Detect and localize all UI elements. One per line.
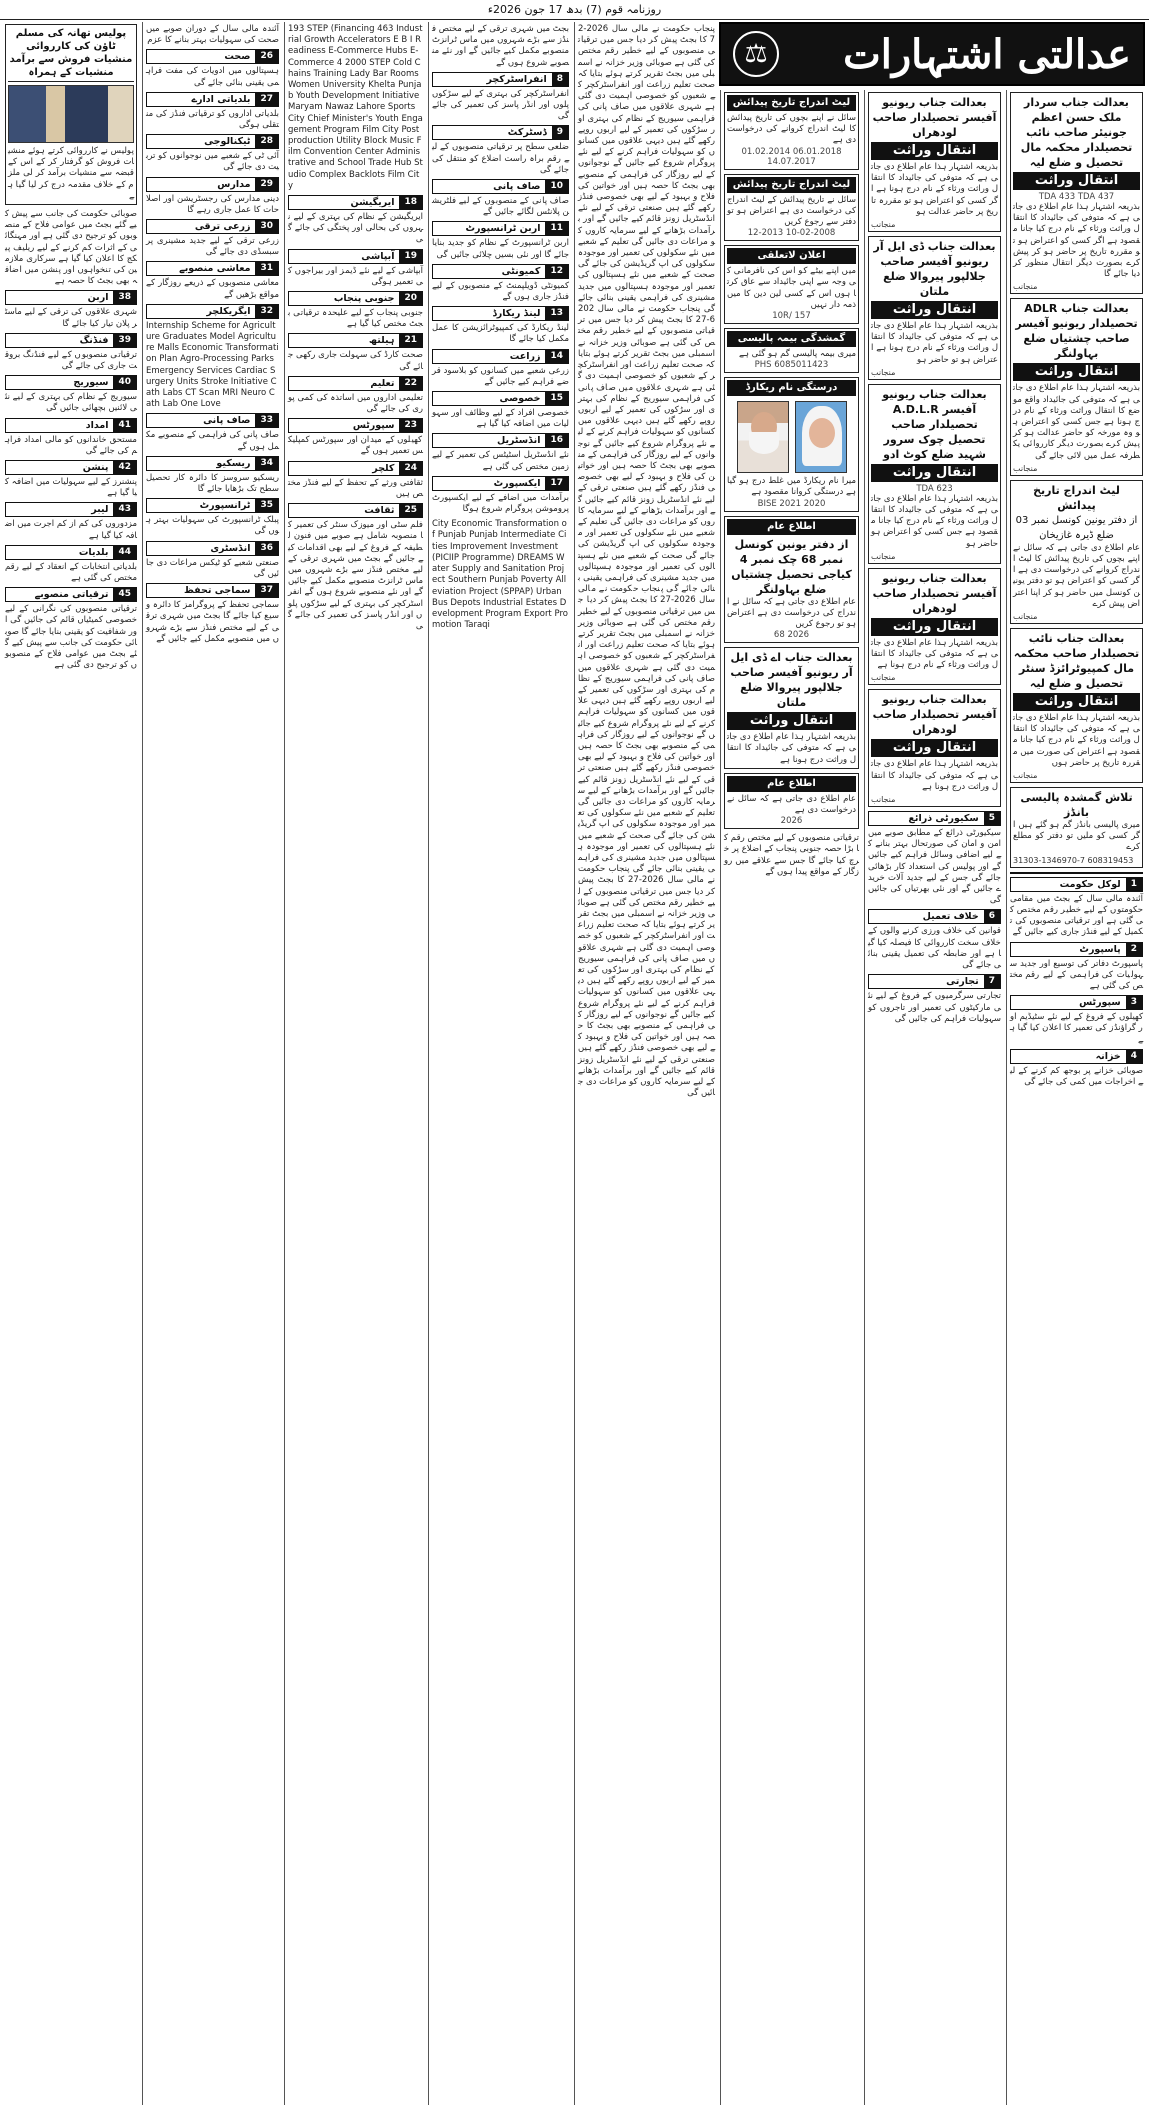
col-news-2: 193 STEP (Financing 463 Industrial Growth Accelerators E B I Readiness E-Commerce Hubs E-Commerce 4 2000 STEP Cold Chains Training Lady Bar Rooms Women University Khelta Punjab Youth Development Initiative Maryam Nawaz Lahore Sports City Chief Minister's Youth Engagement Program Film City Postproduction Utility Block Music Film Convention Center Administrative and School Trade Hub Studio Complex Backlots Film City 18 ایریگیشن ایریگیشن کے نظام کی بہتری کے لیے نہروں کی بحالی اور پختگی کی جائے گی 19 آبپاشی آبپاشی کے لیے نئے ڈیمز اور بیراجوں کی تعمیر ہوگی 20 جنوبی پنجاب جنوبی پنجاب کے لیے علیحدہ ترقیاتی بجٹ مختص کیا گیا ہے 21 ہیلتھ صحت کارڈ کی سہولت جاری رکھی جائے گی 22 تعلیم تعلیمی اداروں میں اساتذہ کی کمی پوری کی جائے گی 23 سپورٹس کھیلوں کے میدان اور سپورٹس کمپلیکس تعمیر ہوں گے 24 کلچر ثقافتی ورثے کے تحفظ کے لیے فنڈز مختص ہیں 25 ثقافت فلم سٹی اور میوزک سنٹر کی تعمیر کا منصوبہ شامل ہے صوبے میں فنون لطیفہ کے فروغ کے لیے بھی اقدامات کیے جائیں گے بجٹ میں شہری ترقی کے لیے مختص فنڈز سے بڑے شہروں میں ماس ٹرانزٹ منصوبے مکمل کیے جائیں گے اور نئے منصوبے شروع ہوں گے انفراسٹرکچر کی بہتری کے لیے سڑکوں پلوں اور انڈر پاسز کی تعمیر کی جائے گی <box>284 22 426 2105</box>
segment-head: 18 ایریگیشن <box>288 195 423 210</box>
portrait-woman-photo <box>795 401 847 473</box>
ad-birth-2: لیٹ اندراج تاریخ پیدائش سائل نے تاریخ پیدائش کے لیٹ اندراج کی درخواست دی ہے اعتراض ہو تو دفتر سے رجوع کریں 10-02-2008 12-2013 <box>724 174 859 242</box>
notice-1: بعدالت جناب سردار ملک حسن اعظم جونیئر صاحب نائب تحصیلدار محکمہ مال تحصیل و ضلع لیہ انتقال وراثت TDA 433 TDA 437 بذریعہ اشتہار ہذا عام اطلاع دی جاتی ہے کہ متوفی کی جائیداد کا انتقال وراثت ورثاء کے نام درج کیا جانا مقصود ہے اگر کسی کو اعتراض ہو تو مقررہ تاریخ پر حاضر ہو کر پیش کرے بصورت دیگر انتقال منظور کر دیا جائے گا منجانب <box>1010 92 1143 294</box>
segment-head: 30 زرعی ترقی <box>146 219 279 234</box>
segment-head: 35 ٹرانسپورٹ <box>146 498 279 513</box>
segment-head: 32 ایگریکلچر <box>146 304 279 319</box>
col-news-1: آئندہ مالی سال کے دوران صوبے میں صحت کی سہولیات بہتر بنانے کا عزم 26 صحت ہسپتالوں میں ادویات کی مفت فراہمی یقینی بنائی جائے گی 27 بلدیاتی ادارے بلدیاتی اداروں کو ترقیاتی فنڈز کی منتقلی ہوگی 28 ٹیکنالوجی آئی ٹی کے شعبے میں نوجوانوں کو تربیت دی جائے گی 29 مدارس دینی مدارس کی رجسٹریشن اور اصلاحات کا عمل جاری رہے گا 30 زرعی ترقی زرعی ترقی کے لیے جدید مشینری پر سبسڈی دی جائے گی 31 معاشی منصوبے معاشی منصوبوں کے ذریعے روزگار کے مواقع بڑھیں گے 32 ایگریکلچر Internship Scheme for Agriculture Graduates Model Agriculture Malls Economic Transformation Plan Agro-Processing Parks Emergency Services Cardiac Surgery Units Stroke Initiative Cath Labs CT Scan MRI Neuro Cath Lab One Love 33 صاف پانی صاف پانی کی فراہمی کے منصوبے مکمل ہوں گے 34 ریسکیو ریسکیو سروسز کا دائرہ کار تحصیل سطح تک بڑھایا جائے گا 35 ٹرانسپورٹ پبلک ٹرانسپورٹ کی سہولیات بہتر ہوں گی 36 انڈسٹری صنعتی شعبے کو ٹیکس مراعات دی جائیں گی 37 سماجی تحفظ سماجی تحفظ کے پروگرامز کا دائرہ وسیع کیا جائے گا بجٹ میں شہری ترقی کے لیے مختص فنڈز سے بڑے شہروں میں منصوبے مکمل کیے جائیں گے <box>142 22 282 2105</box>
segment-head: 11 اربن ٹرانسپورٹ <box>432 221 569 236</box>
segment-head: 4 خزانہ <box>1010 1049 1143 1064</box>
scales-icon: ⚖ <box>733 31 779 77</box>
segment-head: 33 صاف پانی <box>146 413 279 428</box>
segment-head: 28 ٹیکنالوجی <box>146 134 279 149</box>
segment-head: 45 ترقیاتی منصوبے <box>5 587 137 602</box>
segment-head: 20 جنوبی پنجاب <box>288 291 423 306</box>
segment-head: 13 لینڈ ریکارڈ <box>432 306 569 321</box>
segment-head: 14 زراعت <box>432 349 569 364</box>
segment-head: 6 خلاف تعمیل <box>868 909 1001 924</box>
notice-6: لیٹ اندراج تاریخ پیدائش از دفتر یونین کونسل نمبر 03 ضلع ڈیرہ غازیخان عام اطلاع دی جاتی ہے کہ سائل نے اپنے بچوں کی تاریخ پیدائش کا لیٹ اندراج کروانے کی درخواست دی ہے اگر کسی کو اعتراض ہو تو دفتر یونین کونسل میں حاضر ہو کر اپنا اعتراض پیش کرے منجانب <box>1010 480 1143 624</box>
masthead-title: عدالتی اشتہارات <box>843 30 1131 78</box>
col-right-notices: بعدالت جناب سردار ملک حسن اعظم جونیئر صاحب نائب تحصیلدار محکمہ مال تحصیل و ضلع لیہ انتقال وراثت TDA 433 TDA 437 بذریعہ اشتہار ہذا عام اطلاع دی جاتی ہے کہ متوفی کی جائیداد کا انتقال وراثت ورثاء کے نام درج کیا جانا مقصود ہے اگر کسی کو اعتراض ہو تو مقررہ تاریخ پر حاضر ہو کر پیش کرے بصورت دیگر انتقال منظور کر دیا جائے گا منجانب بعدالت جناب ADLR تحصیلدار ریونیو آفیسر صاحب چشتیاں ضلع بہاولنگر انتقال وراثت بذریعہ اشتہار ہذا عام اطلاع دی جاتی ہے کہ متوفی کی جائیداد واقع موضع کا انتقال وراثت ورثاء کے نام درج ہونا ہے جس کسی کو اعتراض ہو وہ مورخہ کو حاضر عدالت ہو کر پیش کرے بصورت دیگر کارروائی یکطرفہ عمل میں لائی جائے گی منجانب لیٹ اندراج تاریخ پیدائش از دفتر یونین کونسل نمبر 03 ضلع ڈیرہ غازیخان عام اطلاع دی جاتی ہے کہ سائل نے اپنے بچوں کی تاریخ پیدائش کا لیٹ اندراج کروانے کی درخواست دی ہے اگر کسی کو اعتراض ہو تو دفتر یونین کونسل میں حاضر ہو کر اپنا اعتراض پیش کرے منجانب بعدالت جناب نائب تحصیلدار صاحب محکمہ مال کمپیوٹرائزڈ سنٹر تحصیل و ضلع لیہ انتقال وراثت بذریعہ اشتہار ہذا عام اطلاع دی جاتی ہے کہ متوفی کی جائیداد کا انتقال وراثت ورثاء کے نام درج کیا جانا مقصود ہے اعتراض کی صورت میں مقررہ تاریخ پر حاضر ہوں منجانب تلاش گمشدہ پالیسی بانڈز میری پالیسی بانڈز گم ہو گئے ہیں اگر کسی کو ملیں تو دفتر کو مطلع کرے 608319453 31303-1346970-7 1 لوکل حکومت آئندہ مالی سال کے بجٹ میں مقامی حکومتوں کے لیے خطیر رقم مختص کی گئی ہے اور ترقیاتی منصوبوں کی تکمیل کے لیے فنڈز جاری کیے جائیں گے 2 پاسپورٹ پاسپورٹ دفاتر کی توسیع اور جدید سہولیات کی فراہمی کے لیے رقم مختص کی گئی ہے 3 سپورٹس کھیلوں کے فروغ کے لیے نئے سٹیڈیم اور گراؤنڈز کی تعمیر کا اعلان کیا گیا ہے 4 خزانہ صوبائی خزانے پر بوجھ کم کرنے کے لیے اخراجات میں کمی کی جائے گی <box>1006 90 1146 2105</box>
ad-name-correction: درستگی نام ریکارڈ میرا نام ریکارڈ میں غلط درج ہو گیا ہے درستگی کروانا مقصود ہے BISE 2021 2020 <box>724 377 859 511</box>
notice-3: بعدالت جناب ADLR تحصیلدار ریونیو آفیسر صاحب چشتیاں ضلع بہاولنگر انتقال وراثت بذریعہ اشتہار ہذا عام اطلاع دی جاتی ہے کہ متوفی کی جائیداد واقع موضع کا انتقال وراثت ورثاء کے نام درج ہونا ہے جس کسی کو اعتراض ہو وہ مورخہ کو حاضر عدالت ہو کر پیش کرے بصورت دیگر کارروائی یکطرفہ عمل میں لائی جائے گی منجانب <box>1010 298 1143 475</box>
segment-head: 17 ایکسپورٹ <box>432 476 569 491</box>
news-photo-box: پولیس تھانہ کی مسلم ٹاؤن کی کارروائی منشیات فروش سے برآمد منشیات کے ہمراہ پولیس نے کارروائی کرتے ہوئے منشیات فروش کو گرفتار کر کے اس کے قبضہ سے منشیات برآمد کر لی ملزم کے خلاف مقدمہ درج کر لیا گیا ہے <box>5 24 137 205</box>
notice-4: بعدالت جناب ڈی ایل آر ریونیو آفیسر صاحب جلالپور پیروالا ضلع ملتان انتقال وراثت بذریعہ اشتہار ہذا عام اطلاع دی جاتی ہے کہ متوفی کی جائیداد کا انتقال وراثت ورثاء کے نام درج ہونا ہے اعتراض ہو تو حاضر ہو منجانب <box>868 236 1001 380</box>
ad-public-notice: اطلاع عام از دفتر یونین کونسل نمبر 68 چک نمبر 4 کیاجی تحصیل چشتیاں ضلع بہاولنگر عام اطلاع دی جاتی ہے کہ سائل نے اندراج کی درخواست دی ہے اعتراض ہو تو رجوع کریں 2026 68 <box>724 516 859 644</box>
segment-head: 12 کمیونٹی <box>432 264 569 279</box>
ad-adlr: بعدالت جناب اے ڈی ایل آر ریونیو آفیسر صاحب جلالپور پیروالا ضلع ملتان انتقال وراثت بذریعہ اشتہار ہذا عام اطلاع دی جاتی ہے کہ متوفی کی جائیداد کا انتقال وراثت درج ہونا ہے <box>724 647 859 769</box>
segment-head: 15 خصوصی <box>432 391 569 406</box>
segment-head: 7 تجارتی <box>868 974 1001 989</box>
english-terms-col1: Internship Scheme for Agriculture Graduates Model Agriculture Malls Economic Transformation Plan Agro-Processing Parks Emergency Services Cardiac Surgery Units Stroke Initiative Cath Labs CT Scan MRI Neuro Cath Lab One Love <box>146 320 279 410</box>
segment-head: 19 آبپاشی <box>288 249 423 264</box>
segment-head: 2 پاسپورٹ <box>1010 942 1143 957</box>
segment-head: 24 کلچر <box>288 461 423 476</box>
segment-head: 39 فنڈنگ <box>5 333 137 348</box>
segment-head: 42 پنشن <box>5 460 137 475</box>
police-press-photo <box>8 85 134 143</box>
segment-head: 40 سیوریج <box>5 375 137 390</box>
segment-head: 26 صحت <box>146 49 279 64</box>
english-terms-col2: 193 STEP (Financing 463 Industrial Growth Accelerators E B I Readiness E-Commerce Hubs E-Commerce 4 2000 STEP Cold Chains Training Lady Bar Rooms Women University Khelta Punjab Youth Development Initiative Maryam Nawaz Lahore Sports City Chief Minister's Youth Engagement Program Film City Postproduction Utility Block Music Film Convention Center Administrative and School Trade Hub Studio Complex Backlots Film City <box>288 24 423 191</box>
divider <box>1010 872 1143 874</box>
news-caption: پولیس تھانہ کی مسلم ٹاؤن کی کارروائی منشیات فروش سے برآمد منشیات کے ہمراہ <box>8 27 134 82</box>
ad-policy: گمشدگی بیمہ پالیسی میری بیمہ پالیسی گم ہو گئی ہے 6085011423 PHS <box>724 328 859 373</box>
col-news-4: پنجاب حکومت نے مالی سال 2026-27 کا بجٹ پیش کر دیا جس میں ترقیاتی منصوبوں کے لیے خطیر رقم مختص کی گئی ہے صوبائی وزیر خزانہ نے اسمبلی میں بجٹ تقریر کرتے ہوئے بتایا کہ صحت تعلیم زراعت اور انفراسٹرکچر کے شعبوں کو خصوصی اہمیت دی گئی ہے شہری علاقوں میں صاف پانی کی فراہمی سیوریج کے نظام کی بہتری اور سڑکوں کی تعمیر کے لیے اربوں روپے رکھے گئے ہیں دیہی علاقوں میں کسانوں کو سہولیات فراہم کرنے کے لیے نئے پروگرام شروع کیے جائیں گے نوجوانوں کے لیے روزگار کی فراہمی کے منصوبے بھی بجٹ کا حصہ ہیں اور خواتین کی فلاح و بہبود کے لیے بھی خصوصی فنڈز رکھے گئے ہیں صنعتی ترقی کے لیے نئے انڈسٹریل زونز قائم کیے جائیں گے اور برآمدات بڑھانے کے لیے سرمایہ کاروں کو مراعات دی جائیں گی تعلیم کے شعبے میں نئے سکولوں کی تعمیر اور موجودہ سکولوں کی اپ گریڈیشن کی جائے گی صحت کے شعبے میں نئے ہسپتالوں کی تعمیر اور موجودہ ہسپتالوں میں جدید مشینری کی فراہمی یقینی بنائی جائے گی پنجاب حکومت نے مالی سال 2026-27 کا بجٹ پیش کر دیا جس میں ترقیاتی منصوبوں کے لیے خطیر رقم مختص کی گئی ہے صوبائی وزیر خزانہ نے اسمبلی میں بجٹ تقریر کرتے ہوئے بتایا کہ صحت تعلیم زراعت اور انفراسٹرکچر کے شعبوں کو خصوصی اہمیت دی گئی ہے شہری علاقوں میں صاف پانی کی فراہمی سیوریج کے نظام کی بہتری اور سڑکوں کی تعمیر کے لیے اربوں روپے رکھے گئے ہیں دیہی علاقوں میں کسانوں کو سہولیات فراہم کرنے کے لیے نئے پروگرام شروع کیے جائیں گے نوجوانوں کے لیے روزگار کی فراہمی کے منصوبے بھی بجٹ کا حصہ ہیں اور خواتین کی فلاح و بہبود کے لیے بھی خصوصی فنڈز رکھے گئے ہیں صنعتی ترقی کے لیے نئے انڈسٹریل زونز قائم کیے جائیں گے اور برآمدات بڑھانے کے لیے سرمایہ کاروں کو مراعات دی جائیں گی تعلیم کے شعبے میں نئے سکولوں کی تعمیر اور موجودہ سکولوں کی اپ گریڈیشن کی جائے گی صحت کے شعبے میں نئے ہسپتالوں کی تعمیر اور موجودہ ہسپتالوں میں جدید مشینری کی فراہمی یقینی بنائی جائے گی پنجاب حکومت نے مالی سال 2026-27 کا بجٹ پیش کر دیا جس میں ترقیاتی منصوبوں کے لیے خطیر رقم مختص کی گئی ہے صوبائی وزیر خزانہ نے اسمبلی میں بجٹ تقریر کرتے ہوئے بتایا کہ صحت تعلیم زراعت اور انفراسٹرکچر کے شعبوں کو خصوصی اہمیت دی گئی ہے شہری علاقوں میں صاف پانی کی فراہمی سیوریج کے نظام کی بہتری اور سڑکوں کی تعمیر کے لیے اربوں روپے رکھے گئے ہیں دیہی علاقوں میں کسانوں کو سہولیات فراہم کرنے کے لیے نئے پروگرام شروع کیے جائیں گے نوجوانوں کے لیے روزگار کی فراہمی کے منصوبے بھی بجٹ کا حصہ ہیں اور خواتین کی فلاح و بہبود کے لیے بھی خصوصی فنڈز رکھے گئے ہیں صنعتی ترقی کے لیے نئے انڈسٹریل زونز قائم کیے جائیں گے اور برآمدات بڑھانے کے لیے سرمایہ کاروں کو مراعات دی جائیں گی تعلیم کے شعبے میں نئے سکولوں کی تعمیر اور موجودہ سکولوں کی اپ گریڈیشن کی جائے گی صحت کے شعبے میں نئے ہسپتالوں کی تعمیر اور موجودہ ہسپتالوں میں جدید مشینری کی فراہمی یقینی بنائی جائے گی پنجاب حکومت نے مالی سال 2026-27 کا بجٹ پیش کر دیا جس میں ترقیاتی منصوبوں کے لیے خطیر رقم مختص کی گئی ہے صوبائی وزیر خزانہ نے اسمبلی میں بجٹ تقریر کرتے ہوئے بتایا کہ صحت تعلیم زراعت اور انفراسٹرکچر کے شعبوں کو خصوصی اہمیت دی گئی ہے شہری علاقوں میں صاف پانی کی فراہمی سیوریج کے نظام کی بہتری اور سڑکوں کی تعمیر کے لیے اربوں روپے رکھے گئے ہیں دیہی علاقوں میں کسانوں کو سہولیات فراہم کرنے کے لیے نئے پروگرام شروع کیے جائیں گے نوجوانوں کے لیے روزگار کی فراہمی کے منصوبے بھی بجٹ کا حصہ ہیں اور خواتین کی فلاح و بہبود کے لیے بھی خصوصی فنڈز رکھے گئے ہیں صنعتی ترقی کے لیے نئے انڈسٹریل زونز قائم کیے جائیں گے اور برآمدات بڑھانے کے لیے سرمایہ کاروں کو مراعات دی جائیں گی <box>574 22 718 2105</box>
segment-head: 8 انفراسٹرکچر <box>432 72 569 87</box>
segment-head: 34 ریسکیو <box>146 456 279 471</box>
segment-head: 25 ثقافت <box>288 503 423 518</box>
segment-head: 10 صاف پانی <box>432 179 569 194</box>
segment-head: 1 لوکل حکومت <box>1010 877 1143 892</box>
col-news-0: پولیس تھانہ کی مسلم ٹاؤن کی کارروائی منشیات فروش سے برآمد منشیات کے ہمراہ پولیس نے کارروائی کرتے ہوئے منشیات فروش کو گرفتار کر کے اس کے قبضہ سے منشیات برآمد کر لی ملزم کے خلاف مقدمہ درج کر لیا گیا ہے صوبائی حکومت کی جانب سے پیش کیے گئے بجٹ میں عوامی فلاح کے منصوبوں کو ترجیح دی گئی ہے اور مہنگائی کے اثرات کم کرنے کے لیے ریلیف پیکج کا اعلان کیا گیا ہے سرکاری ملازمین کی تنخواہوں اور پنشن میں اضافہ بھی بجٹ کا حصہ ہے 38 اربن شہری علاقوں کی ترقی کے لیے ماسٹر پلان تیار کیا جائے گا 39 فنڈنگ ترقیاتی منصوبوں کے لیے فنڈنگ بروقت جاری کی جائے گی 40 سیوریج سیوریج کے نظام کی بہتری کے لیے نئی لائنیں بچھائی جائیں گی 41 امداد مستحق خاندانوں کو مالی امداد فراہم کی جائے گی 42 پنشن پنشنرز کے لیے سہولیات میں اضافہ کیا گیا ہے 43 لیبر مزدوروں کی کم از کم اجرت میں اضافہ کیا گیا ہے 44 بلدیات بلدیاتی انتخابات کے انعقاد کے لیے رقم مختص کی گئی ہے 45 ترقیاتی منصوبے ترقیاتی منصوبوں کی نگرانی کے لیے خصوصی کمیٹیاں قائم کی جائیں گی اور شفافیت کو یقینی بنایا جائے گا صوبائی حکومت کی جانب سے پیش کیے گئے بجٹ میں عوامی فلاح کے منصوبوں کو ترجیح دی گئی ہے <box>2 22 140 2105</box>
segment-head: 37 سماجی تحفظ <box>146 583 279 598</box>
notice-2: بعدالت جناب ریونیو آفیسر تحصیلدار صاحب لودھراں انتقال وراثت بذریعہ اشتہار ہذا عام اطلاع دی جاتی ہے کہ متوفی کی جائیداد کا انتقال وراثت ورثاء کے نام درج ہونا ہے اگر کسی کو اعتراض ہو تو مقررہ تاریخ پر حاضر عدالت ہو منجانب <box>868 92 1001 232</box>
ad-public-notice-2: اطلاع عام عام اطلاع دی جاتی ہے کہ سائل نے درخواست دی ہے 2026 <box>724 773 859 829</box>
segment-head: 22 تعلیم <box>288 376 423 391</box>
segment-head: 31 معاشی منصوبے <box>146 261 279 276</box>
portrait-man-photo <box>737 401 789 473</box>
segment-head: 43 لیبر <box>5 502 137 517</box>
masthead <box>719 22 1145 86</box>
notice-5: بعدالت جناب ریونیو آفیسر A.D.L.R تحصیلدار صاحب تحصیل چوک سرور شہید ضلع کوٹ ادو انتقال وراثت TDA 623 بذریعہ اشتہار ہذا عام اطلاع دی جاتی ہے کہ متوفی کی جائیداد کا انتقال وراثت ورثاء کے نام درج کیا جانا مقصود ہے جس کسی کو اعتراض ہو حاضر ہو منجانب <box>868 384 1001 564</box>
col-small-ads: لیٹ اندراج تاریخ پیدائش سائل نے اپنے بچوں کی تاریخ پیدائش کا لیٹ اندراج کروانے کی درخواست دی ہے 06.01.2018 01.02.2014 14.07.2017 لیٹ اندراج تاریخ پیدائش سائل نے تاریخ پیدائش کے لیٹ اندراج کی درخواست دی ہے اعتراض ہو تو دفتر سے رجوع کریں 10-02-2008 12-2013 اعلان لاتعلقی میں اپنے بیٹے کو اس کی نافرمانی کی وجہ سے اپنی جائیداد سے عاق کرتا ہوں اس کے کسی لین دین کا میں ذمہ دار نہیں 10R/ 157 گمشدگی بیمہ پالیسی میری بیمہ پالیسی گم ہو گئی ہے 6085011423 PHS درستگی نام ریکارڈ میرا نام ریکارڈ میں غلط درج ہو گیا ہے درستگی کروانا مقصود ہے BISE 2021 2020 اطلاع عام از دفتر یونین کونسل نمبر 68 چک نمبر 4 کیاجی تحصیل چشتیاں ضلع بہاولنگر عام اطلاع دی جاتی ہے کہ سائل نے اندراج کی درخواست دی ہے اعتراض ہو تو رجوع کریں 2026 68 بعدالت جناب اے ڈی ایل آر ریونیو آفیسر صاحب جلالپور پیروالا ضلع ملتان انتقال وراثت بذریعہ اشتہار ہذا عام اطلاع دی جاتی ہے کہ متوفی کی جائیداد کا انتقال وراثت درج ہونا ہے اطلاع عام عام اطلاع دی جاتی ہے کہ سائل نے درخواست دی ہے 2026 ترقیاتی منصوبوں کے لیے مختص رقم کا بڑا حصہ جنوبی پنجاب کے اضلاع پر خرچ کیا جائے گا جس سے علاقے میں روزگار کے مواقع پیدا ہوں گے <box>720 90 862 2105</box>
notice-8: بعدالت جناب نائب تحصیلدار صاحب محکمہ مال کمپیوٹرائزڈ سنٹر تحصیل و ضلع لیہ انتقال وراثت بذریعہ اشتہار ہذا عام اطلاع دی جاتی ہے کہ متوفی کی جائیداد کا انتقال وراثت ورثاء کے نام درج کیا جانا مقصود ہے اعتراض کی صورت میں مقررہ تاریخ پر حاضر ہوں منجانب <box>1010 628 1143 783</box>
segment-head: 16 انڈسٹریل <box>432 433 569 448</box>
ad-birth-1: لیٹ اندراج تاریخ پیدائش سائل نے اپنے بچوں کی تاریخ پیدائش کا لیٹ اندراج کروانے کی درخواست دی ہے 06.01.2018 01.02.2014 14.07.2017 <box>724 92 859 170</box>
notice-7: بعدالت جناب ریونیو آفیسر تحصیلدار صاحب لودھراں انتقال وراثت بذریعہ اشتہار ہذا عام اطلاع دی جاتی ہے کہ متوفی کی جائیداد کا انتقال وراثت ورثاء کے نام درج ہونا ہے منجانب <box>868 568 1001 686</box>
segment-head: 23 سپورٹس <box>288 418 423 433</box>
segment-head: 27 بلدیاتی ادارے <box>146 92 279 107</box>
segment-head: 21 ہیلتھ <box>288 333 423 348</box>
notice-1-body: بذریعہ اشتہار ہذا عام اطلاع دی جاتی ہے کہ متوفی کی جائیداد کا انتقال وراثت ورثاء کے نام درج کیا جانا مقصود ہے اگر کسی کو اعتراض ہو تو مقررہ تاریخ پر حاضر ہو کر پیش کرے بصورت دیگر انتقال منظور کر دیا جائے گا <box>1013 202 1140 280</box>
segment-head: 9 ڈسٹرکٹ <box>432 125 569 140</box>
segment-head: 44 بلدیات <box>5 545 137 560</box>
segment-head: 36 انڈسٹری <box>146 541 279 556</box>
ad-disown: اعلان لاتعلقی میں اپنے بیٹے کو اس کی نافرمانی کی وجہ سے اپنی جائیداد سے عاق کرتا ہوں اس کے کسی لین دین کا میں ذمہ دار نہیں 10R/ 157 <box>724 245 859 324</box>
segment-head: 41 امداد <box>5 418 137 433</box>
english-terms-col3: City Economic Transformation of Punjab Punjab Intermediate Cities Improvement Investment (PICIIP Programme) DREAMS Water Supply and Sanitation Project Southern Punjab Poverty Alleviation Project (SPPAP) Urban Bus Depots Industrial Estates Development Program Export Promotion Taraqi <box>432 519 568 631</box>
col-news-3: بجٹ میں شہری ترقی کے لیے مختص فنڈز سے بڑے شہروں میں ماس ٹرانزٹ منصوبے مکمل کیے جائیں گے اور نئے منصوبے شروع ہوں گے 8 انفراسٹرکچر انفراسٹرکچر کی بہتری کے لیے سڑکوں پلوں اور انڈر پاسز کی تعمیر کی جائے گی 9 ڈسٹرکٹ ضلعی سطح پر ترقیاتی منصوبوں کے لیے رقم براہ راست اضلاع کو منتقل کی جائے گی 10 صاف پانی صاف پانی کے منصوبوں کے لیے فلٹریشن پلانٹس لگائے جائیں گے 11 اربن ٹرانسپورٹ اربن ٹرانسپورٹ کے نظام کو جدید بنایا جائے گا اور نئی بسیں چلائی جائیں گی 12 کمیونٹی کمیونٹی ڈویلپمنٹ کے منصوبوں کے لیے فنڈز جاری ہوں گے 13 لینڈ ریکارڈ لینڈ ریکارڈ کی کمپیوٹرائزیشن کا عمل مکمل کیا جائے گا 14 زراعت زرعی شعبے میں کسانوں کو بلاسود قرضے فراہم کیے جائیں گے 15 خصوصی خصوصی افراد کے لیے وظائف اور سہولیات میں اضافہ کیا گیا ہے 16 انڈسٹریل نئے انڈسٹریل اسٹیٹس کی تعمیر کے لیے زمین مختص کی گئی ہے 17 ایکسپورٹ برآمدات میں اضافے کے لیے ایکسپورٹ پروموشن پروگرام شروع ہوگا City Economic Transformation of Punjab Punjab Intermediate Cities Improvement Investment (PICIIP Programme) DREAMS Water Supply and Sanitation Project Southern Punjab Poverty Alleviation Project (SPPAP) Urban Bus Depots Industrial Estates Development Program Export Promotion Taraqi <box>428 22 572 2105</box>
page-dateline: روزنامہ قوم (7) بدھ 17 جون 2026ء <box>0 0 1149 20</box>
segment-head: 38 اربن <box>5 290 137 305</box>
notice-10: تلاش گمشدہ پالیسی بانڈز میری پالیسی بانڈز گم ہو گئے ہیں اگر کسی کو ملیں تو دفتر کو مطلع کرے 608319453 31303-1346970-7 <box>1010 787 1143 868</box>
segment-head: 3 سپورٹس <box>1010 995 1143 1010</box>
segment-head: 5 سکیورٹی ذرائع <box>868 811 1001 826</box>
segment-head: 29 مدارس <box>146 177 279 192</box>
col-notices-2: بعدالت جناب ریونیو آفیسر تحصیلدار صاحب لودھراں انتقال وراثت بذریعہ اشتہار ہذا عام اطلاع دی جاتی ہے کہ متوفی کی جائیداد کا انتقال وراثت ورثاء کے نام درج ہونا ہے اگر کسی کو اعتراض ہو تو مقررہ تاریخ پر حاضر عدالت ہو منجانب بعدالت جناب ڈی ایل آر ریونیو آفیسر صاحب جلالپور پیروالا ضلع ملتان انتقال وراثت بذریعہ اشتہار ہذا عام اطلاع دی جاتی ہے کہ متوفی کی جائیداد کا انتقال وراثت ورثاء کے نام درج ہونا ہے اعتراض ہو تو حاضر ہو منجانب بعدالت جناب ریونیو آفیسر A.D.L.R تحصیلدار صاحب تحصیل چوک سرور شہید ضلع کوٹ ادو انتقال وراثت TDA 623 بذریعہ اشتہار ہذا عام اطلاع دی جاتی ہے کہ متوفی کی جائیداد کا انتقال وراثت ورثاء کے نام درج کیا جانا مقصود ہے جس کسی کو اعتراض ہو حاضر ہو منجانب بعدالت جناب ریونیو آفیسر تحصیلدار صاحب لودھراں انتقال وراثت بذریعہ اشتہار ہذا عام اطلاع دی جاتی ہے کہ متوفی کی جائیداد کا انتقال وراثت ورثاء کے نام درج ہونا ہے منجانب بعدالت جناب ریونیو آفیسر تحصیلدار صاحب لودھراں انتقال وراثت بذریعہ اشتہار ہذا عام اطلاع دی جاتی ہے کہ متوفی کی جائیداد کا انتقال وراثت درج ہونا ہے منجانب 5 سکیورٹی ذرائع سیکیورٹی ذرائع کے مطابق صوبے میں امن و امان کی صورتحال بہتر بنانے کے لیے اضافی وسائل فراہم کیے جائیں گے اور پولیس کی استعداد کار بڑھائی جائے گی جس کے لیے جدید آلات خریدے جائیں گے اور نئی بھرتیاں کی جائیں گی 6 خلاف تعمیل قوانین کی خلاف ورزی کرنے والوں کے خلاف سخت کارروائی کا فیصلہ کیا گیا ہے اور ضابطہ کی تعمیل یقینی بنائی جائے گی 7 تجارتی تجارتی سرگرمیوں کے فروغ کے لیے نئی مارکیٹوں کی تعمیر اور تاجروں کو سہولیات فراہم کی جائیں گی <box>864 90 1004 2105</box>
notice-9: بعدالت جناب ریونیو آفیسر تحصیلدار صاحب لودھراں انتقال وراثت بذریعہ اشتہار ہذا عام اطلاع دی جاتی ہے کہ متوفی کی جائیداد کا انتقال وراثت درج ہونا ہے منجانب <box>868 689 1001 807</box>
